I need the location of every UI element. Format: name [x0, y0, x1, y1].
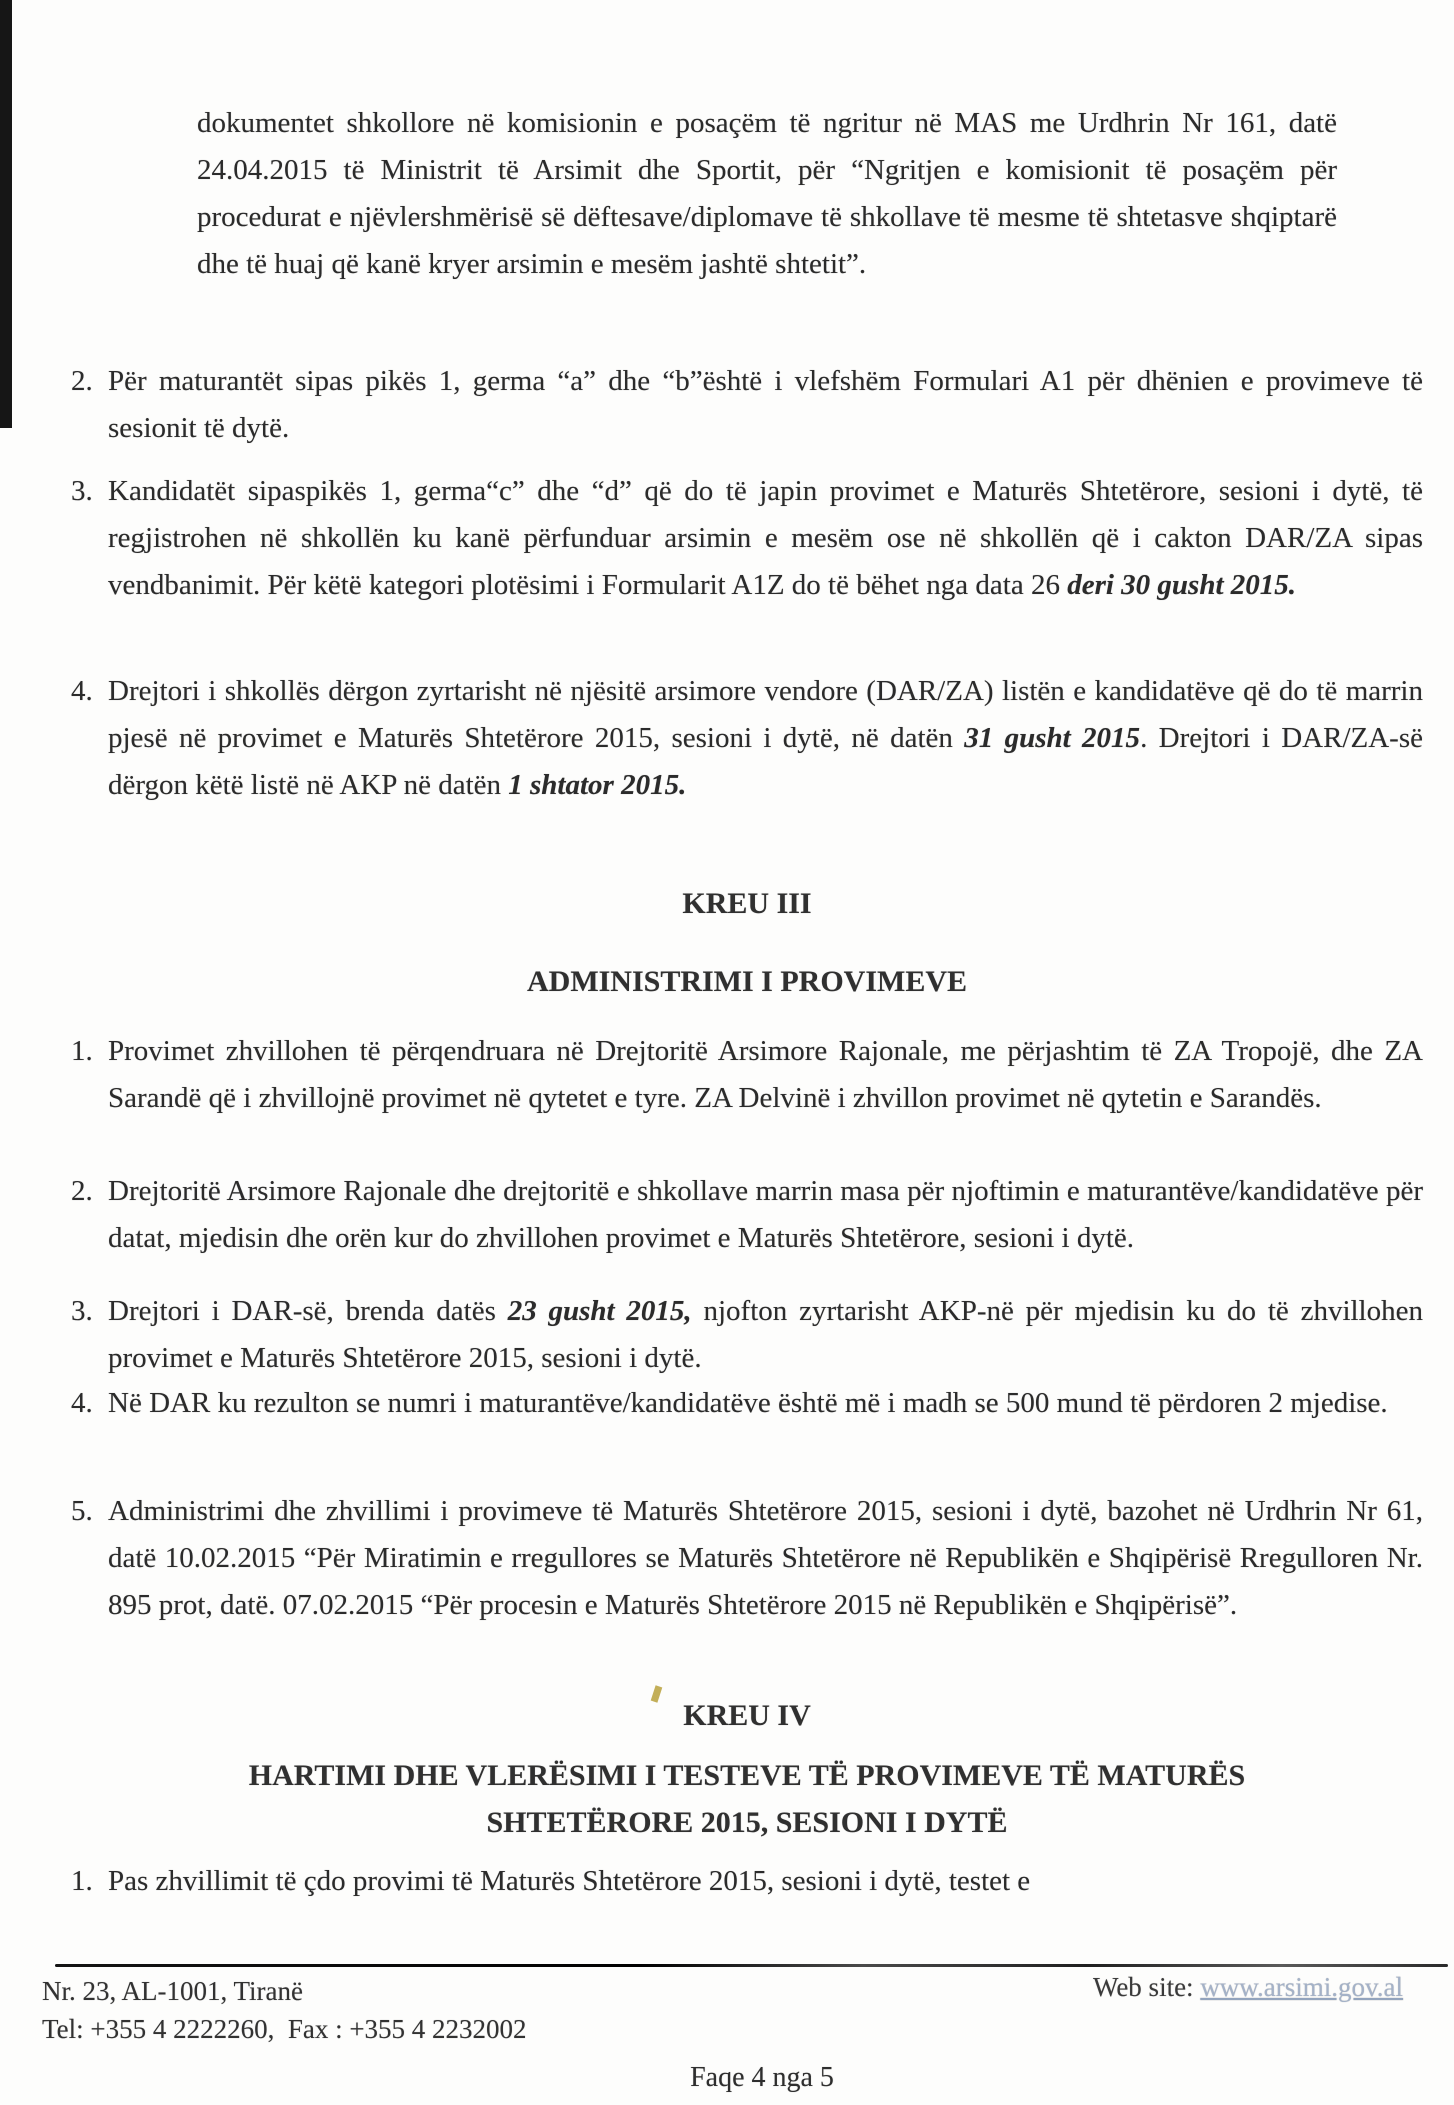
list-item-text: Drejtori i DAR-së, brenda datës 23 gusht 2015, njofton zyrtarisht AKP-në për mjedisin ku do të zhvillohen provimet e Maturës Shtetërore 2015, sesioni i dytë.: [108, 1295, 1423, 1374]
section-heading-hartimi: HARTIMI DHE VLERËSIMI I TESTEVE TË PROVIMEVE TË MATURËS SHTETËRORE 2015, SESIONI I DYTË: [248, 1759, 1246, 1839]
scan-edge-artifact: [0, 0, 12, 428]
intro-paragraph-continuation: dokumentet shkollore në komisionin e posaçëm të ngritur në MAS me Urdhrin Nr 161, datë 24.04.2015 të Ministrit të Arsimit dhe Sportit, për “Ngritjen e komisionit të posaçëm për procedurat e njëvlershmërisë së dëftesave/diplomave të shkollave të mesme të shtetasve shqiptarë dhe të huaj që kanë kryer arsimin e mesëm jashtë shtetit”.: [197, 107, 1337, 280]
list-item: [71, 358, 1423, 452]
list-item: [71, 1488, 1423, 1629]
list-item-text: Kandidatët sipaspikës 1, germa“c” dhe “d” që do të japin provimet e Maturës Shtetërore, sesioni i dytë, të regjistrohen në shkollën ku kanë përfunduar arsimin e mesëm ose në shkollën që i cakton DAR/ZA sipas vendbanimit. Për këtë kategori plotësimi i Formularit A1Z do të bëhet nga data 26 deri 30 gusht 2015.: [108, 475, 1423, 601]
list-item-number: 1.: [71, 1035, 93, 1067]
list-item-number: 4.: [71, 1387, 93, 1419]
footer-website: [1093, 1972, 1453, 2003]
list-item-text: Provimet zhvillohen të përqendruara në Drejtoritë Arsimore Rajonale, me përjashtim të ZA Tropojë, dhe ZA Sarandë që i zhvillojnë provimet në qytetet e tyre. ZA Delvinë i zhvillon provimet në qytetin e Sarandës.: [108, 1035, 1423, 1114]
chapter-heading-kreu-iv: KREU IV: [683, 1699, 811, 1732]
list-item: [71, 1858, 1423, 1905]
list-item-text: Administrimi dhe zhvillimi i provimeve të Maturës Shtetërore 2015, sesioni i dytë, bazohet në Urdhrin Nr 61, datë 10.02.2015 “Për Miratimin e rregullores se Maturës Shtetërore në Republikën e Shqipërisë Rregulloren Nr. 895 prot, datë. 07.02.2015 “Për procesin e Maturës Shtetërore 2015 në Republikën e Shqipërisë”.: [108, 1495, 1423, 1621]
list-item-text: Pas zhvillimit të çdo provimi të Maturës Shtetërore 2015, sesioni i dytë, testet e: [108, 1865, 1031, 1897]
list-item: [71, 1380, 1423, 1427]
list-item: [71, 668, 1423, 809]
list-item: [71, 1028, 1423, 1122]
list-item-text: Drejtori i shkollës dërgon zyrtarisht në njësitë arsimore vendore (DAR/ZA) listën e kandidatëve që do të marrin pjesë në provimet e Maturës Shtetërore 2015, sesioni i dytë, në datën 31 gusht 2015. Drejtori i DAR/ZA-së dërgon këtë listë në AKP në datën 1 shtator 2015.: [108, 675, 1423, 801]
list-item-number: 3.: [71, 475, 93, 507]
section-heading-administrimi: ADMINISTRIMI I PROVIMEVE: [526, 965, 968, 998]
website-label: Web site:: [1093, 1972, 1201, 2002]
footer-separator-line: [55, 1964, 1448, 1967]
list-item-text: Drejtoritë Arsimore Rajonale dhe drejtoritë e shkollave marrin masa për njoftimin e maturantëve/kandidatëve për datat, mjedisin dhe orën kur do zhvillohen provimet e Maturës Shtetërore, sesioni i dytë.: [108, 1175, 1423, 1254]
list-item-number: 2.: [71, 365, 93, 397]
footer-phone-fax: Tel: +355 4 2222260, Fax : +355 4 2232002: [42, 2014, 527, 2044]
footer-address: Nr. 23, AL-1001, Tiranë: [42, 1976, 304, 2006]
chapter-heading-kreu-iii: KREU III: [682, 887, 812, 920]
list-item-number: 4.: [71, 675, 93, 707]
list-item-number: 1.: [71, 1865, 93, 1897]
list-item-text: Për maturantët sipas pikës 1, germa “a” dhe “b”është i vlefshëm Formulari A1 për dhënien e provimeve të sesionit të dytë.: [108, 365, 1423, 444]
list-item-number: 3.: [71, 1295, 93, 1327]
list-item-number: 2.: [71, 1175, 93, 1207]
list-item-number: 5.: [71, 1495, 93, 1527]
website-link[interactable]: www.arsimi.gov.al: [1200, 1972, 1404, 2002]
list-item: [71, 1168, 1423, 1262]
page-number: Faqe 4 nga 5: [690, 2062, 834, 2093]
list-item-text: Në DAR ku rezulton se numri i maturantëve/kandidatëve është më i madh se 500 mund të përdoren 2 mjedise.: [108, 1387, 1388, 1419]
list-item: [71, 468, 1423, 609]
list-item: [71, 1288, 1423, 1382]
